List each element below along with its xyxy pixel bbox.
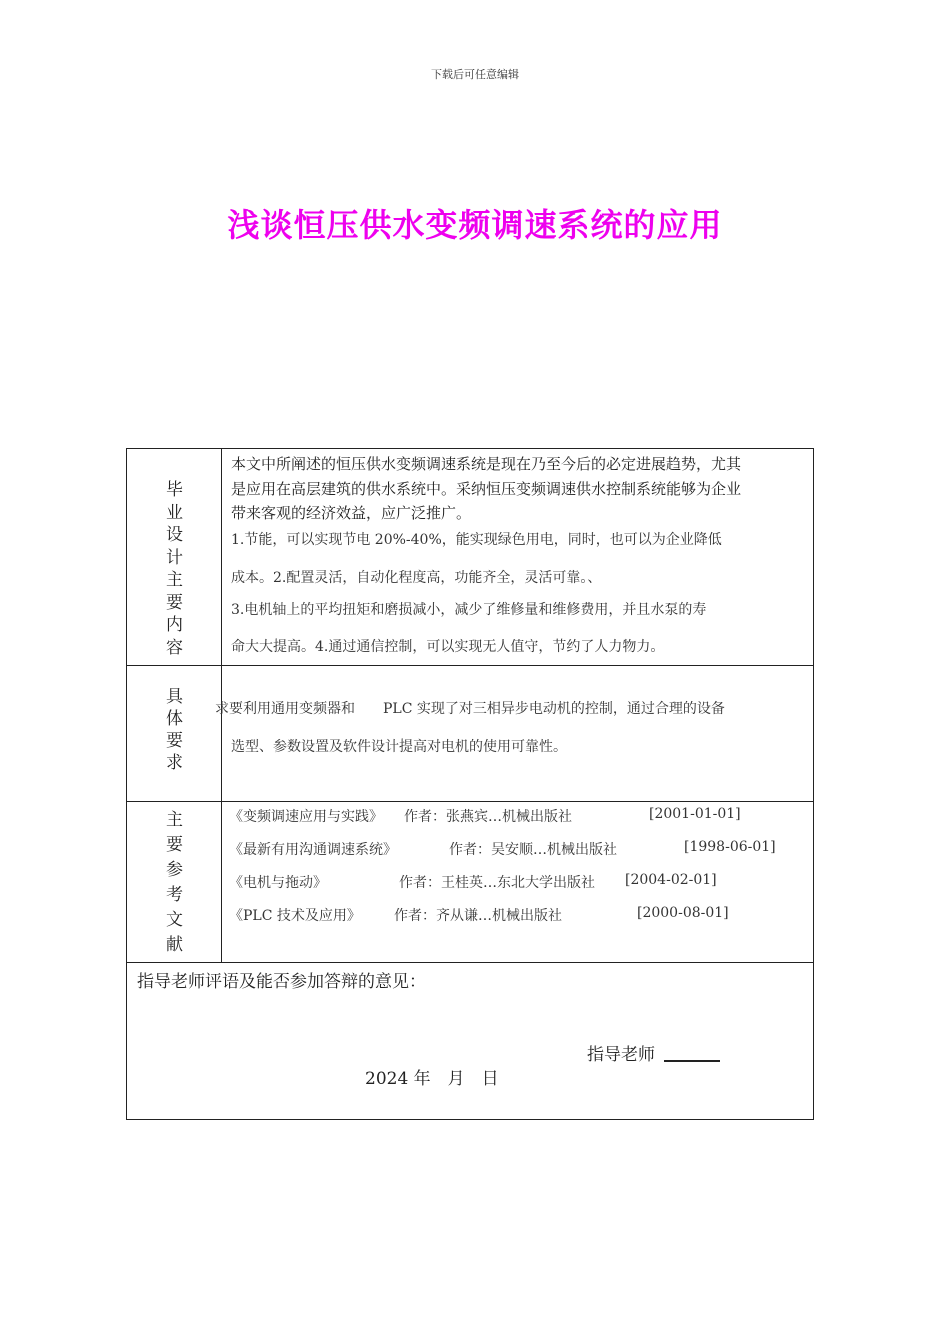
references-label-cell (127, 802, 222, 962)
references-label: 主 要 参 考 文 献 (166, 810, 183, 955)
main-content-label-cell (127, 449, 222, 665)
reference-title: 《电机与拖动》 (229, 875, 327, 891)
main-content-label: 毕 业 设 计 主 要 内 容 (166, 480, 183, 658)
requirements-row (127, 666, 813, 802)
content-line: 是应用在高层建筑的供水系统中。采纳恒压变频调速供水控制系统能够为企业 (231, 480, 742, 498)
reference-author: 作者：王桂英…东北大学出版社 (399, 875, 595, 891)
content-line: 命大大提高。4.通过通信控制，可以实现无人值守，节约了人力物力。 (231, 639, 665, 655)
requirements-label-cell (127, 666, 222, 801)
references-list (229, 802, 805, 962)
header-note: 下载后可任意编辑 (431, 68, 519, 81)
advisor-comments-row (127, 963, 813, 1119)
content-line: 3.电机轴上的平均扭矩和磨损减小，减少了维修量和维修费用，并且水泵的寿 (231, 602, 707, 618)
document-title: 浅谈恒压供水变频调速系统的应用 (227, 206, 723, 244)
requirements-text (215, 666, 805, 801)
requirements-label: 具 体 要 求 (166, 687, 183, 773)
reference-title: 《最新有用沟通调速系统》 (229, 842, 397, 858)
requirements-line: 选型、参数设置及软件设计提高对电机的使用可靠性。 (231, 739, 567, 755)
main-content-text (231, 449, 805, 665)
requirements-line: 求要利用通用变频器和 PLC 实现了对三相异步电动机的控制，通过合理的设备 (215, 701, 725, 717)
reference-date: [1998-06-01] (684, 839, 776, 855)
main-content-row (127, 449, 813, 666)
thesis-form-table (126, 448, 814, 1120)
references-row (127, 802, 813, 963)
reference-date: [2004-02-01] (625, 872, 717, 888)
reference-title: 《PLC 技术及应用》 (229, 908, 361, 924)
advisor-signature-line[interactable] (664, 1060, 720, 1062)
reference-date: [2000-08-01] (637, 905, 729, 921)
content-line: 1.节能，可以实现节电 20%-40%，能实现绿色用电，同时，也可以为企业降低 (231, 532, 722, 548)
advisor-comments-title: 指导老师评语及能否参加答辩的意见： (137, 972, 426, 992)
reference-title: 《变频调速应用与实践》 (229, 809, 383, 825)
reference-author: 作者：齐从谦…机械出版社 (394, 908, 562, 924)
content-line: 带来客观的经济效益，应广泛推广。 (231, 504, 472, 522)
content-line: 成本。2.配置灵活，自动化程度高，功能齐全，灵活可靠。、 (231, 570, 602, 586)
reference-date: [2001-01-01] (649, 806, 741, 822)
content-line: 本文中所阐述的恒压供水变频调速系统是现在乃至今后的必定进展趋势，尤其 (231, 455, 742, 473)
reference-author: 作者：吴安顺…机械出版社 (449, 842, 617, 858)
reference-author: 作者：张燕宾…机械出版社 (404, 809, 572, 825)
comment-date: 2024 年 月 日 (365, 1069, 499, 1089)
advisor-signature-label: 指导老师 (587, 1045, 655, 1065)
